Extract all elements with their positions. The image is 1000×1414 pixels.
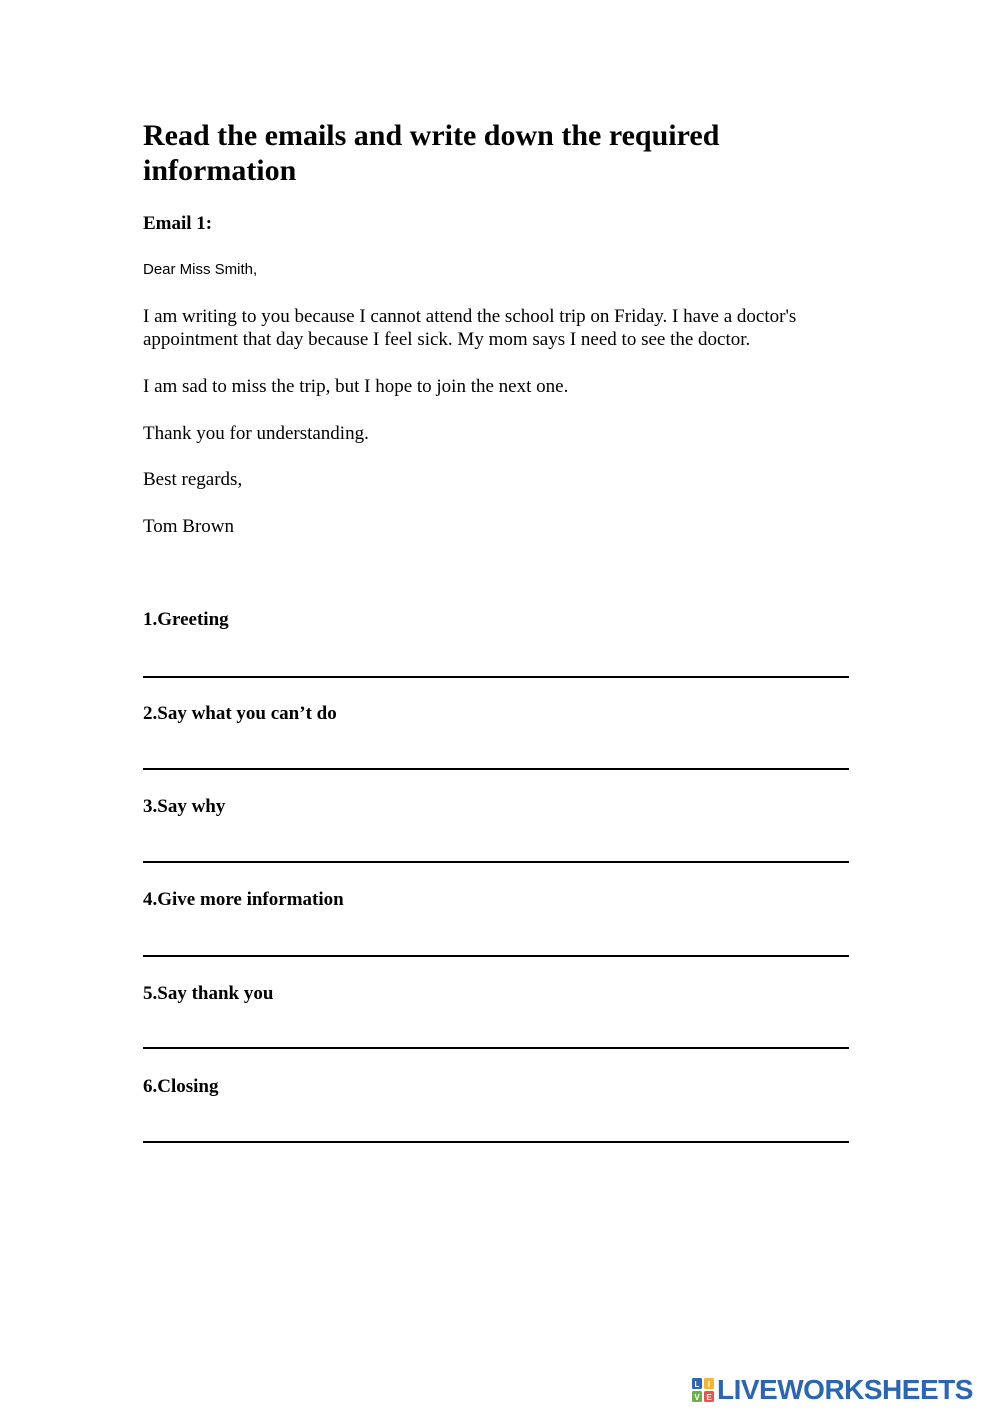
- page-title: Read the emails and write down the required information: [143, 119, 720, 187]
- email-signature: Tom Brown: [143, 516, 235, 537]
- answer-line-why[interactable]: [143, 861, 849, 863]
- email-paragraph-intro: I am writing to you because I cannot attend the school trip on Friday. I have a doctor's appointment that day because I feel sick. My mom says I need to see the doctor.: [143, 306, 797, 350]
- email-paragraph-thanks: Thank you for understanding.: [143, 423, 369, 444]
- liveworksheets-brand: [692, 1374, 992, 1406]
- question-more-info-label: 4.Give more information: [143, 889, 344, 910]
- liveworksheets-logo-icon: [692, 1378, 714, 1402]
- question-closing-label: 6.Closing: [143, 1076, 219, 1097]
- email-sign-off: Best regards,: [143, 469, 243, 490]
- answer-line-cant-do[interactable]: [143, 768, 849, 770]
- answer-line-closing[interactable]: [143, 1141, 849, 1143]
- answer-line-more-info[interactable]: [143, 955, 849, 957]
- svg-text:V: V: [694, 1393, 700, 1402]
- liveworksheets-wordmark: LIVEWORKSHEETS: [717, 1374, 973, 1405]
- question-thank-you-label: 5.Say thank you: [143, 983, 274, 1004]
- answer-line-thank-you[interactable]: [143, 1047, 849, 1049]
- svg-text:I: I: [707, 1380, 711, 1389]
- question-cant-do-label: 2.Say what you can’t do: [143, 703, 337, 724]
- question-greeting-label: 1.Greeting: [143, 609, 229, 630]
- email-paragraph-sad: I am sad to miss the trip, but I hope to join the next one.: [143, 376, 569, 397]
- svg-text:L: L: [694, 1380, 700, 1389]
- question-why-label: 3.Say why: [143, 796, 226, 817]
- answer-line-greeting[interactable]: [143, 676, 849, 678]
- email-heading: Email 1:: [143, 213, 213, 234]
- email-salutation: Dear Miss Smith,: [143, 261, 258, 278]
- svg-text:E: E: [706, 1393, 712, 1402]
